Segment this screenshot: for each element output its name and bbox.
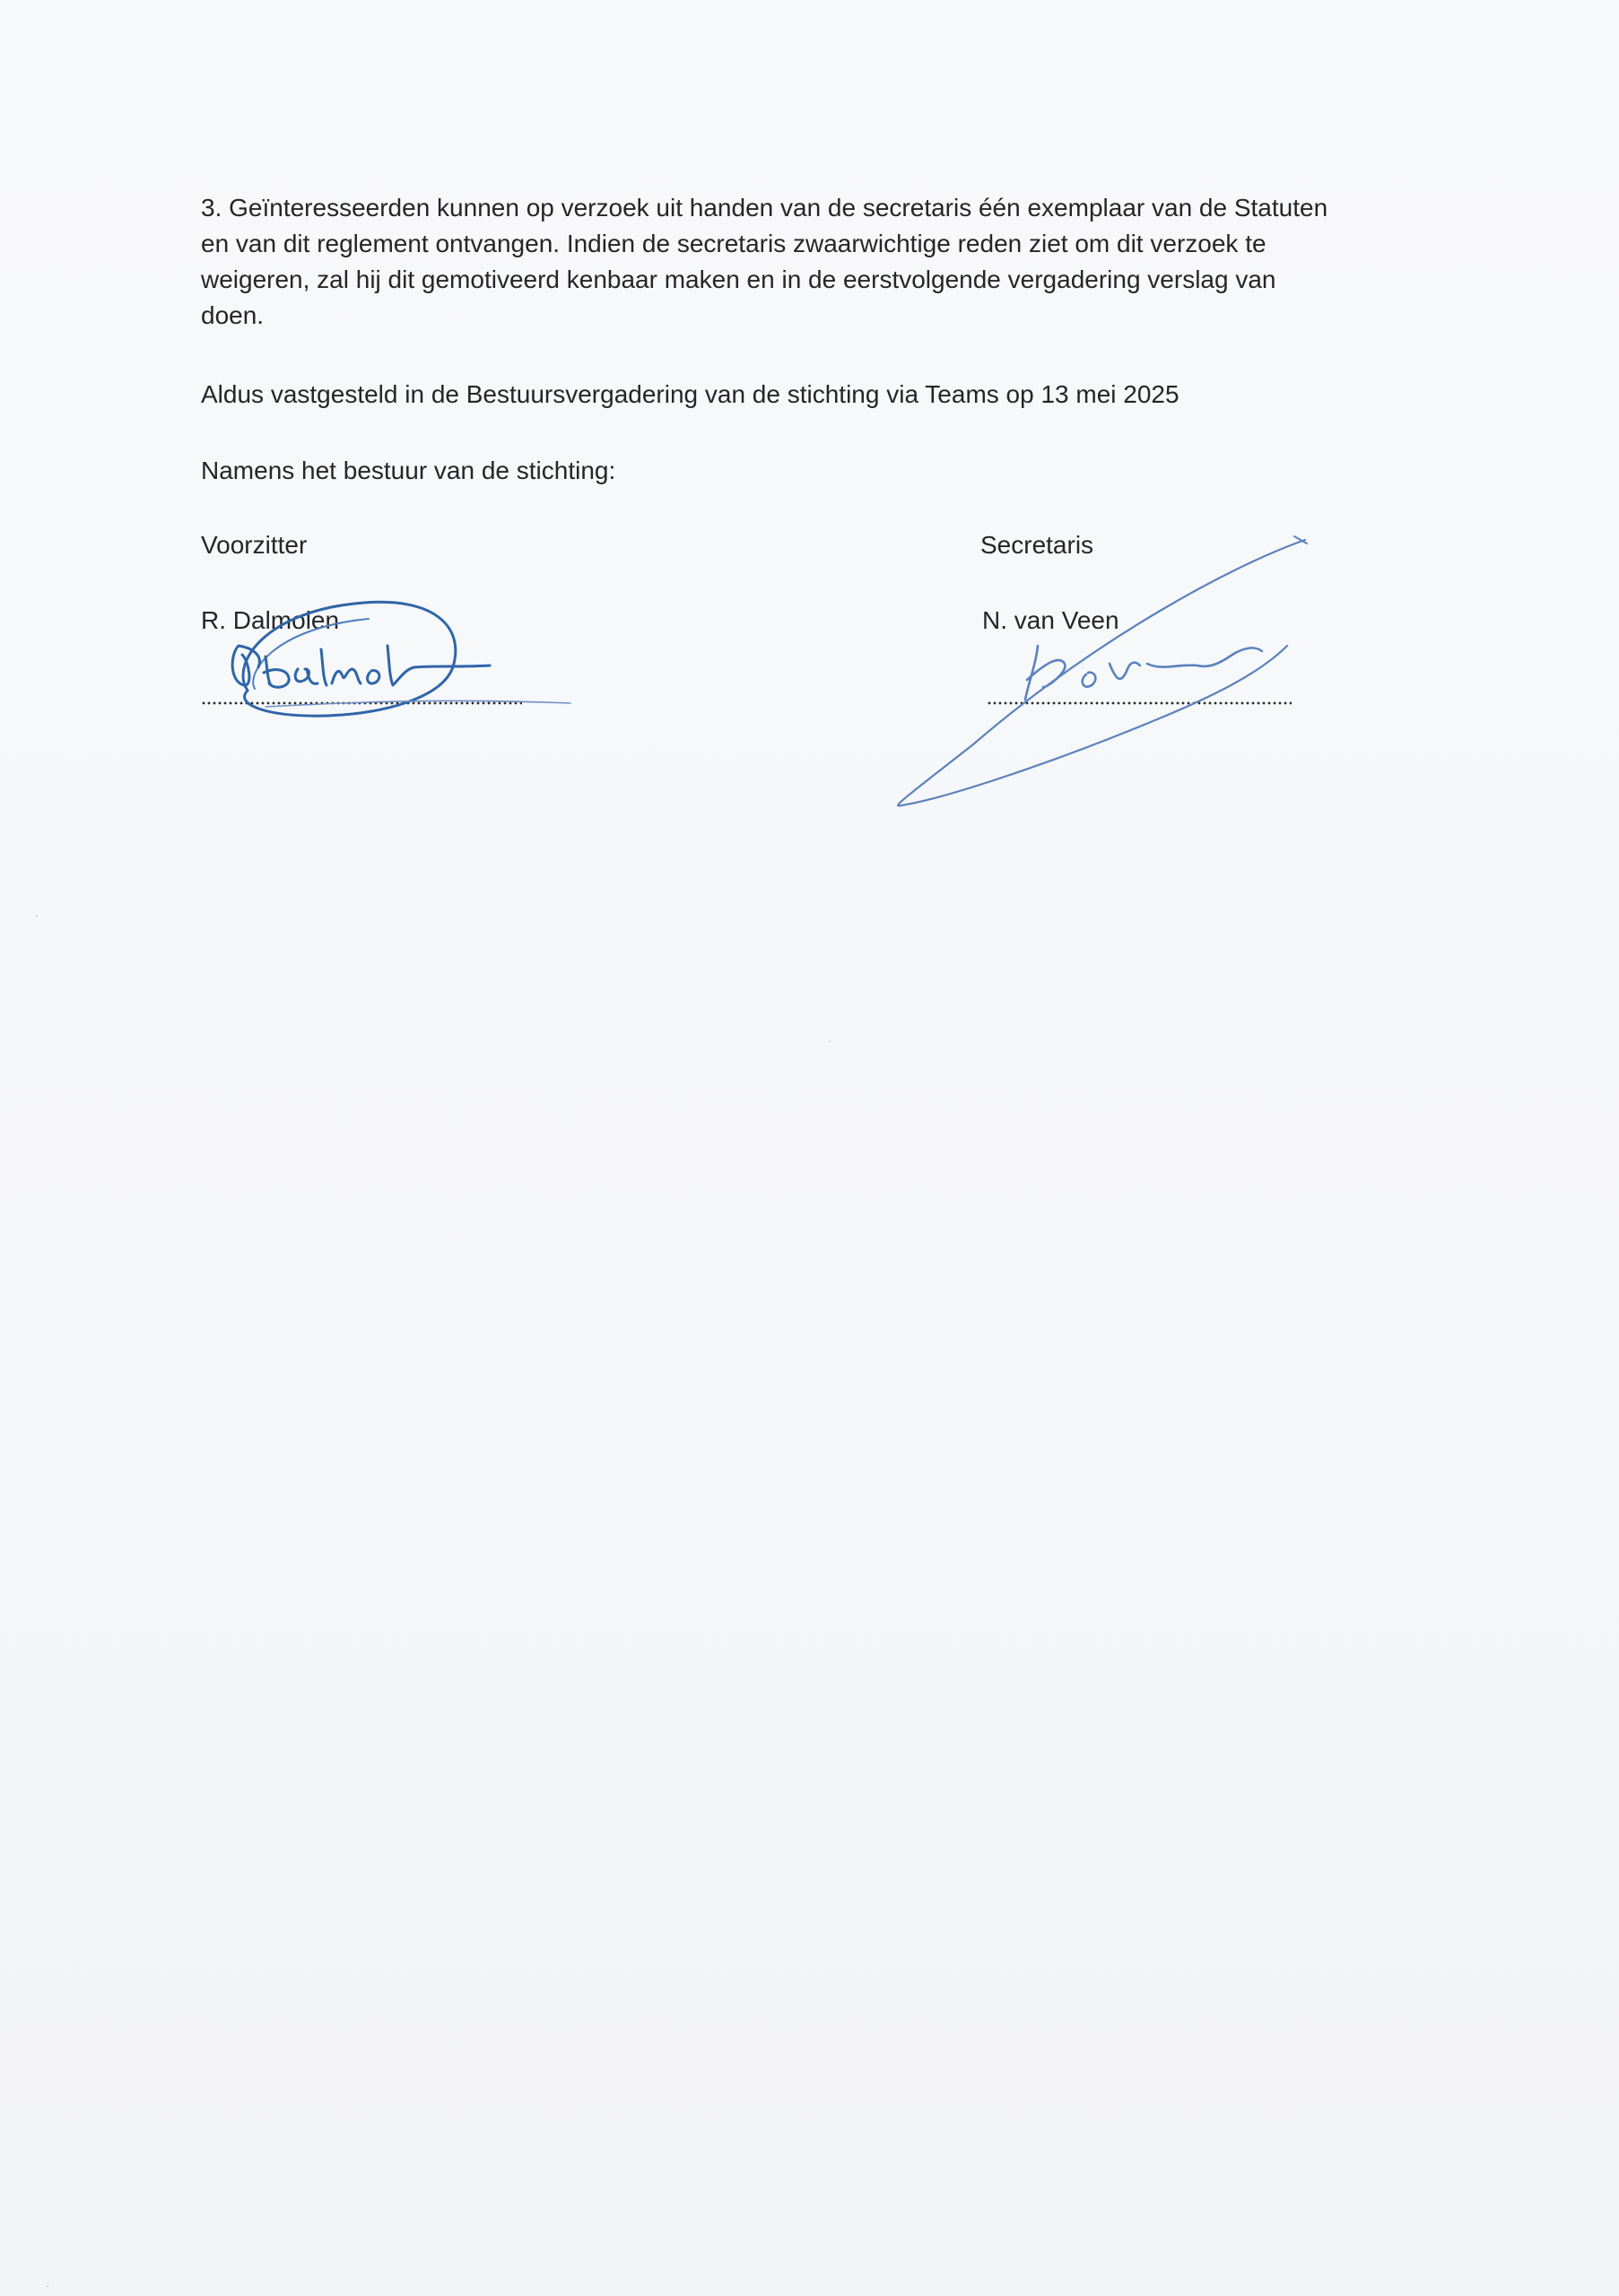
paragraph-line: doen. bbox=[201, 301, 265, 329]
on-behalf-label: Namens het bestuur van de stichting: bbox=[201, 457, 616, 484]
adoption-statement: Aldus vastgesteld in de Bestuursvergadering van de stichting via Teams op 13 mei 2025 bbox=[201, 380, 1179, 408]
chair-signature bbox=[212, 592, 579, 726]
secretary-name: N. van Veen bbox=[982, 606, 1119, 634]
article-paragraph bbox=[201, 190, 1457, 334]
paragraph-line: weigeren, zal hij dit gemotiveerd kenbaar maken en in de eerstvolgende vergadering verslag van bbox=[201, 265, 1276, 293]
secretary-role: Secretaris bbox=[980, 531, 1094, 559]
chair-name: R. Dalmolen bbox=[201, 606, 340, 634]
secretary-signature bbox=[892, 529, 1314, 816]
scan-speck bbox=[36, 915, 38, 917]
scan-speck bbox=[829, 1040, 831, 1042]
paragraph-line: en van dit reglement ontvangen. Indien de secretaris zwaarwichtige reden ziet om dit verzoek te bbox=[201, 230, 1266, 257]
chair-role: Voorzitter bbox=[201, 531, 308, 559]
scan-speck bbox=[47, 2285, 48, 2287]
paragraph-line: 3. Geïnteresseerden kunnen op verzoek uit handen van de secretaris één exemplaar van de Statuten bbox=[201, 194, 1328, 222]
